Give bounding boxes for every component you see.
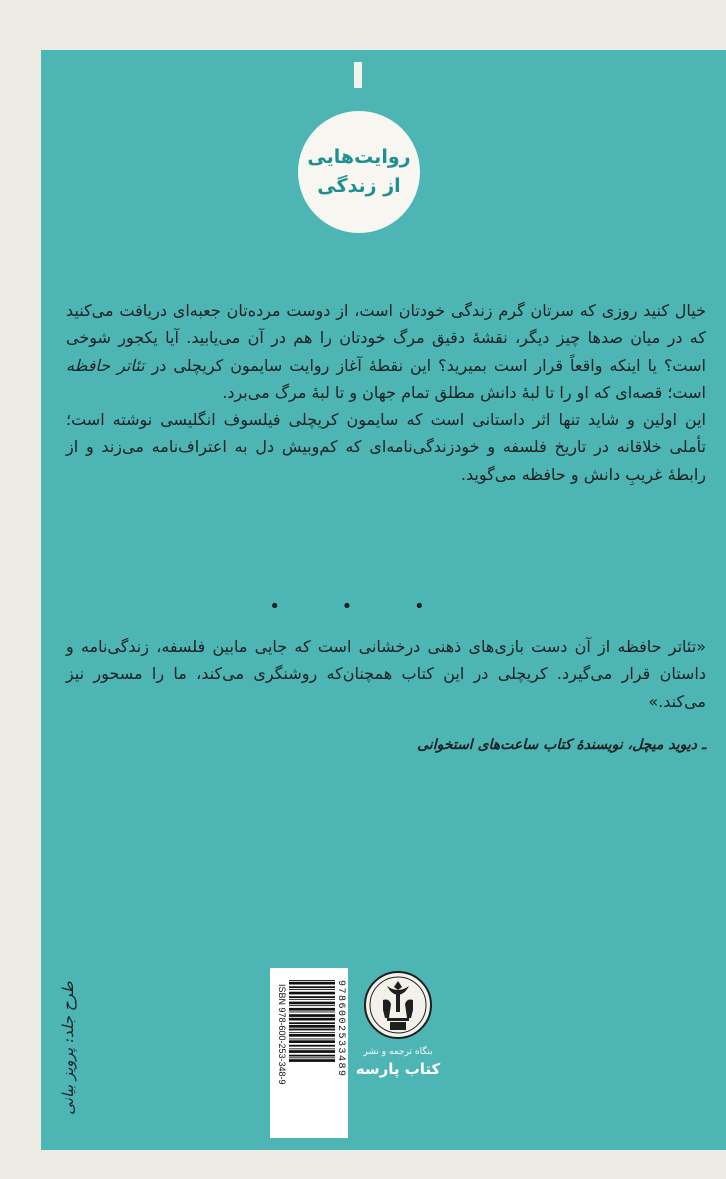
blurb [66,297,706,488]
blurb-p1-end: است؛ قصه‌ای که او را تا لبهٔ دانش مطلق تمام جهان و تا لبهٔ مرگ می‌برد. [222,382,706,402]
series-badge [298,111,420,233]
publisher-name: کتاب پارسه [355,1060,441,1078]
quote-attribution: ـ دیوید میچل، نویسندهٔ کتاب ساعت‌های استخوانی [417,737,706,753]
isbn-label: ISBN 978-600-253-348-9 [277,984,287,1085]
blurb-p1-start: خیال کنید روزی که سرتان گرم زندگی خودتان است، از دوست مرده‌تان جعبه‌ای دریافت می‌کنید که در میان صدها چیز دیگر، نقشهٔ دقیق مرگ خودتان را هم در آن می‌یابید. آیا یکجور شوخی است؟ یا اینکه واقعاً قرار است بمیرید؟ این نقطهٔ آغاز روایت سایمون کریچلی در [66,301,706,375]
quote-text: «تئاتر حافظه از آن دست بازی‌های ذهنی درخشانی است که جایی مابین فلسفه، زندگی‌نامه و داستان قرار می‌گیرد. کریچلی در این کتاب همچنان‌که روشنگری می‌کند، ما را مسحور نیز می‌کند.» [66,637,706,711]
series-title-line1: روایت‌هایی [307,146,411,168]
isbn-barcode [270,968,348,1138]
blurb-paragraph-1 [66,297,706,406]
publisher-subtitle: بنگاه ترجمه و نشر [363,1047,433,1057]
section-separator: • • • [269,596,453,617]
book-title-italic: تئاتر حافظه [66,355,145,375]
barcode-bars [289,980,335,1062]
ribbon-marker [354,62,362,88]
book-back-cover [41,50,726,1150]
series-title-line2: از زندگی [317,175,401,197]
cover-designer-signature [48,938,86,1150]
blurb-paragraph-2: این اولین و شاید تنها اثر داستانی است که سایمون کریچلی فیلسوف انگلیسی نوشته است؛ تأملی خلاقانه در تاریخ فلسفه و خودزندگی‌نامه‌ای که کم‌وبیش دل به اعتراف‌نامه می‌زند و از رابطهٔ غریبِ دانش و حافظه می‌گوید. [66,410,706,484]
publisher-mark [351,1046,445,1079]
signature-text: طرح جلد: پرویز بیانی [59,981,77,1115]
publisher-logo [363,970,433,1040]
review-quote [66,633,706,715]
barcode-digits: 9786002533489 [335,980,346,1078]
